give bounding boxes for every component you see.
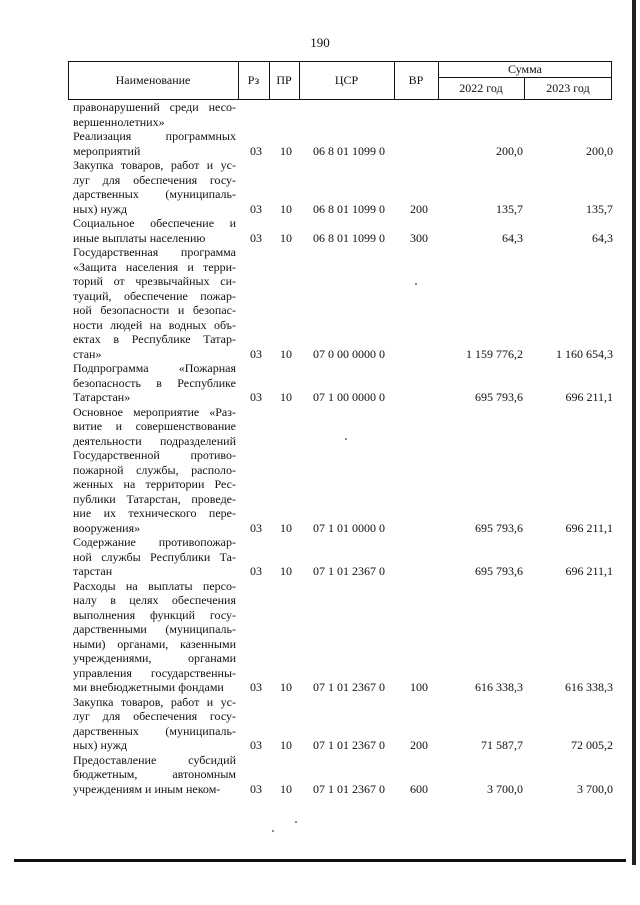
row-pr: 10 — [280, 143, 292, 158]
row-csr: 07 1 01 2367 0 — [313, 738, 385, 752]
row-name — [73, 158, 236, 216]
row-sum-2023: 1 160 654,3 — [556, 346, 613, 361]
row-name-line: Татарстан» — [73, 390, 131, 404]
header-top-rule — [68, 61, 612, 62]
header-sum-rule — [438, 77, 612, 78]
row-name-line: Содержание противопожар- — [73, 535, 236, 549]
row-rz: 03 — [250, 230, 262, 245]
footer-rule — [14, 859, 626, 862]
row-vr: 200 — [410, 201, 428, 216]
header-2022: 2022 год — [459, 80, 503, 95]
header-rule — [611, 61, 612, 100]
row-name-line: дарственных (муниципаль- — [73, 723, 236, 738]
row-name-line: пожарной службы, располо- — [73, 462, 236, 477]
row-name — [73, 216, 236, 245]
row-vr: 200 — [410, 738, 428, 752]
scan-edge — [632, 0, 636, 865]
row-csr: 06 8 01 1099 0 — [313, 201, 385, 216]
row-sum-2022: 71 587,7 — [481, 738, 523, 752]
row-sum-2022: 3 700,0 — [487, 781, 523, 796]
row-name-line: Расходы на выплаты персо- — [73, 578, 236, 593]
row-pr: 10 — [280, 781, 292, 796]
row-sum-2022: 616 338,3 — [475, 680, 523, 694]
row-name-line: ной безопасности и безопас- — [73, 303, 236, 317]
row-sum-2022: 695 793,6 — [475, 564, 523, 578]
row-name-line: публики Татарстан, проведе- — [73, 491, 236, 506]
row-rz: 03 — [250, 680, 262, 694]
row-name — [73, 405, 236, 536]
row-sum-2023: 696 211,1 — [565, 520, 613, 535]
row-name — [73, 100, 236, 129]
row-name-line: учреждениями, органами — [73, 651, 236, 665]
row-name-line: Закупка товаров, работ и ус- — [73, 158, 236, 172]
header-rule — [524, 77, 525, 100]
row-name-line: учреждениям и иным неком- — [73, 781, 221, 796]
row-name-line: витие и совершенствование — [73, 419, 236, 433]
row-csr: 07 1 01 0000 0 — [313, 520, 385, 535]
row-name — [73, 129, 236, 158]
header-rule — [438, 61, 439, 100]
scan-speck — [415, 283, 417, 285]
row-name-line: дарственных (муниципаль- — [73, 187, 236, 201]
row-sum-2022: 135,7 — [496, 201, 523, 216]
header-csr: ЦСР — [334, 72, 359, 87]
row-sum-2023: 3 700,0 — [577, 781, 613, 796]
row-name-line: Подпрограмма «Пожарная — [73, 361, 236, 375]
row-csr: 07 1 01 2367 0 — [313, 564, 385, 578]
header-rz: Рз — [247, 72, 260, 87]
row-pr: 10 — [280, 346, 292, 361]
header-rule — [394, 61, 395, 100]
row-name-line: ние их технического пере- — [73, 506, 236, 520]
row-sum-2022: 64,3 — [502, 230, 523, 245]
row-sum-2023: 135,7 — [586, 201, 613, 216]
row-sum-2022: 200,0 — [496, 143, 523, 158]
scan-speck — [272, 830, 274, 832]
row-name-line: Государственной противо- — [73, 448, 236, 462]
row-name-line: ных) нужд — [73, 738, 128, 752]
row-name-line: вооружения» — [73, 520, 141, 535]
scan-speck — [345, 438, 347, 440]
row-csr: 06 8 01 1099 0 — [313, 230, 385, 245]
header-rule — [68, 61, 69, 100]
row-name-line: вершеннолетних» — [73, 114, 165, 129]
row-csr: 07 0 00 0000 0 — [313, 346, 385, 361]
row-pr: 10 — [280, 390, 292, 404]
row-name-line: дарственными (муниципаль- — [73, 622, 236, 636]
row-name-line: ми внебюджетными фондами — [73, 680, 224, 694]
header-name: Наименование — [115, 72, 191, 87]
row-name-line: выполнения функций госу- — [73, 607, 236, 622]
page-number: 190 — [310, 35, 330, 50]
row-csr: 07 1 00 0000 0 — [313, 390, 385, 404]
row-pr: 10 — [280, 680, 292, 694]
row-sum-2023: 616 338,3 — [565, 680, 613, 694]
row-name-line: бюджетным, автономным — [73, 767, 236, 781]
row-name — [73, 535, 236, 579]
row-rz: 03 — [250, 781, 262, 796]
row-rz: 03 — [250, 201, 262, 216]
row-sum-2022: 695 793,6 — [475, 520, 523, 535]
row-name-line: деятельности подразделений — [73, 433, 236, 448]
row-csr: 06 8 01 1099 0 — [313, 143, 385, 158]
row-vr: 100 — [410, 680, 428, 694]
row-name-line: Реализация программных — [73, 129, 236, 143]
row-name-line: торий от чрезвычайных си- — [73, 274, 236, 288]
row-sum-2023: 696 211,1 — [565, 390, 613, 404]
row-sum-2023: 64,3 — [592, 230, 613, 245]
row-name-line: Социальное обеспечение и — [73, 216, 236, 230]
row-pr: 10 — [280, 564, 292, 578]
row-name — [73, 245, 236, 361]
row-rz: 03 — [250, 520, 262, 535]
row-name-line: луг для обеспечения госу- — [73, 709, 236, 723]
header-pr: ПР — [276, 72, 292, 87]
row-name-line: Государственная программа — [73, 245, 236, 259]
row-name-line: ности людей на водных объ- — [73, 317, 236, 332]
row-name-line: безопасность в Республике — [73, 375, 236, 390]
row-sum-2022: 1 159 776,2 — [466, 346, 523, 361]
row-name — [73, 361, 236, 405]
row-rz: 03 — [250, 738, 262, 752]
row-name-line: Предоставление субсидий — [73, 752, 236, 767]
row-pr: 10 — [280, 738, 292, 752]
row-name-line: управления государственны- — [73, 665, 236, 680]
row-name-line: иные выплаты населению — [73, 230, 206, 245]
row-rz: 03 — [250, 390, 262, 404]
row-name-line: женных на территории Рес- — [73, 477, 236, 491]
header-rule — [299, 61, 300, 100]
row-sum-2022: 695 793,6 — [475, 390, 523, 404]
row-name-line: Закупка товаров, работ и ус- — [73, 694, 236, 709]
row-name-line: налу в целях обеспечения — [73, 593, 236, 607]
row-name-line: «Защита населения и терри- — [73, 259, 236, 274]
row-name-line: Основное мероприятие «Раз- — [73, 404, 236, 419]
row-name-line: ектах в Республике Татар- — [73, 332, 236, 346]
table-header — [68, 61, 612, 99]
scan-speck — [295, 821, 297, 823]
row-name-line: ными) органами, казенными — [73, 636, 236, 651]
row-pr: 10 — [280, 230, 292, 245]
header-sum: Сумма — [508, 61, 542, 76]
row-vr: 300 — [410, 230, 428, 245]
header-2023: 2023 год — [546, 80, 590, 95]
row-name-line: луг для обеспечения госу- — [73, 172, 236, 187]
row-name-line: ных) нужд — [73, 201, 128, 216]
row-name-line: туаций, обеспечение пожар- — [73, 288, 236, 303]
row-name-line: ной службы Республики Та- — [73, 549, 236, 564]
row-vr: 600 — [410, 781, 428, 796]
row-name — [73, 753, 236, 797]
row-rz: 03 — [250, 564, 262, 578]
row-name — [73, 695, 236, 753]
header-rule — [269, 61, 270, 100]
row-rz: 03 — [250, 346, 262, 361]
row-rz: 03 — [250, 143, 262, 158]
row-sum-2023: 200,0 — [586, 143, 613, 158]
header-vr: ВР — [408, 72, 424, 87]
row-name-line: тарстан — [73, 564, 113, 578]
row-name-line: правонарушений среди несо- — [73, 100, 236, 114]
row-sum-2023: 696 211,1 — [565, 564, 613, 578]
row-csr: 07 1 01 2367 0 — [313, 781, 385, 796]
row-sum-2023: 72 005,2 — [571, 738, 613, 752]
row-name-line: мероприятий — [73, 143, 141, 158]
row-pr: 10 — [280, 201, 292, 216]
row-pr: 10 — [280, 520, 292, 535]
header-rule — [238, 61, 239, 100]
row-name-line: стан» — [73, 346, 102, 361]
row-csr: 07 1 01 2367 0 — [313, 680, 385, 694]
row-name — [73, 579, 236, 695]
